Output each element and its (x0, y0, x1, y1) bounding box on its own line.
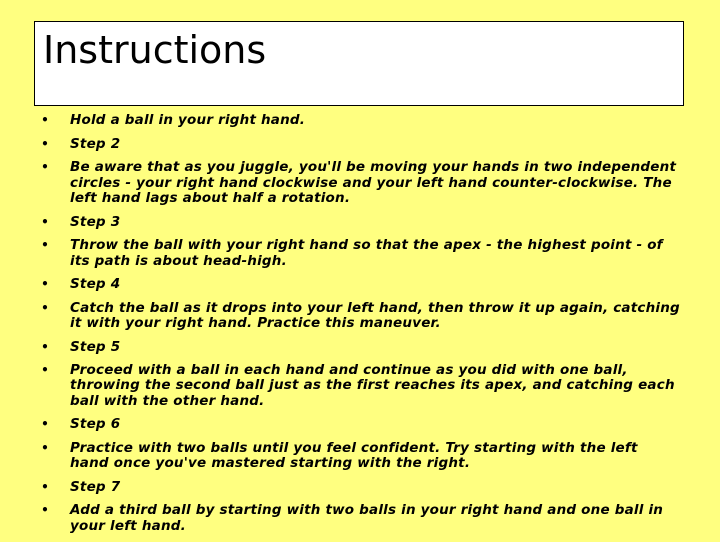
list-item-text: Catch the ball as it drops into your left hand, then throw it up again, catching it with your right hand. Practice this maneuver. (70, 299, 680, 332)
list-item (40, 137, 680, 153)
bullet-icon: • (41, 160, 49, 175)
list-item (40, 301, 680, 332)
list-item-text: Step 7 (70, 478, 121, 495)
list-item (40, 160, 680, 207)
list-item (40, 480, 680, 496)
list-item-text: Step 3 (70, 213, 121, 230)
list-item (40, 417, 680, 433)
page-title: Instructions (43, 28, 267, 72)
bullet-icon: • (41, 440, 49, 455)
list-item-text: Practice with two balls until you feel confident. Try starting with the left hand once you've mastered starting with the right. (70, 439, 638, 472)
list-item (40, 340, 680, 356)
list-item (40, 277, 680, 293)
bullet-icon: • (41, 214, 49, 229)
bullet-icon: • (41, 113, 49, 128)
bullet-icon: • (41, 136, 49, 151)
bullet-icon: • (41, 503, 49, 518)
bullet-icon: • (41, 339, 49, 354)
list-item-text: Step 2 (70, 135, 121, 152)
bullet-icon: • (41, 277, 49, 292)
bullet-icon: • (41, 300, 49, 315)
list-item-text: Be aware that as you juggle, you'll be moving your hands in two independent circles - your right hand clockwise and your left hand counter-clockwise. The left hand lags about half a rotation. (70, 159, 677, 207)
title-box (34, 21, 684, 106)
list-item (40, 113, 680, 129)
instructions-list (40, 90, 680, 542)
list-item-text: Throw the ball with your right hand so that the apex - the highest point - of its path is about head-high. (70, 237, 663, 269)
list-item (40, 441, 680, 472)
list-item (40, 363, 680, 410)
bullet-icon: • (41, 362, 49, 377)
list-item-text: Step 6 (70, 416, 121, 433)
list-item (40, 503, 680, 534)
bullet-icon: • (41, 479, 49, 494)
list-item-text: Hold a ball in your right hand. (70, 112, 306, 129)
list-item-text: Step 5 (70, 338, 121, 355)
list-item-text: Step 4 (70, 276, 121, 293)
list-item (40, 238, 680, 269)
bullet-icon: • (41, 417, 49, 432)
bullet-icon: • (41, 238, 49, 253)
list-item (40, 215, 680, 231)
list-item-text: Add a third ball by starting with two balls in your right hand and one ball in your left hand. (70, 502, 664, 534)
list-item-text: Proceed with a ball in each hand and continue as you did with one ball, throwing the second ball just as the first reaches its apex, and catching each ball with the other hand. (70, 361, 675, 410)
